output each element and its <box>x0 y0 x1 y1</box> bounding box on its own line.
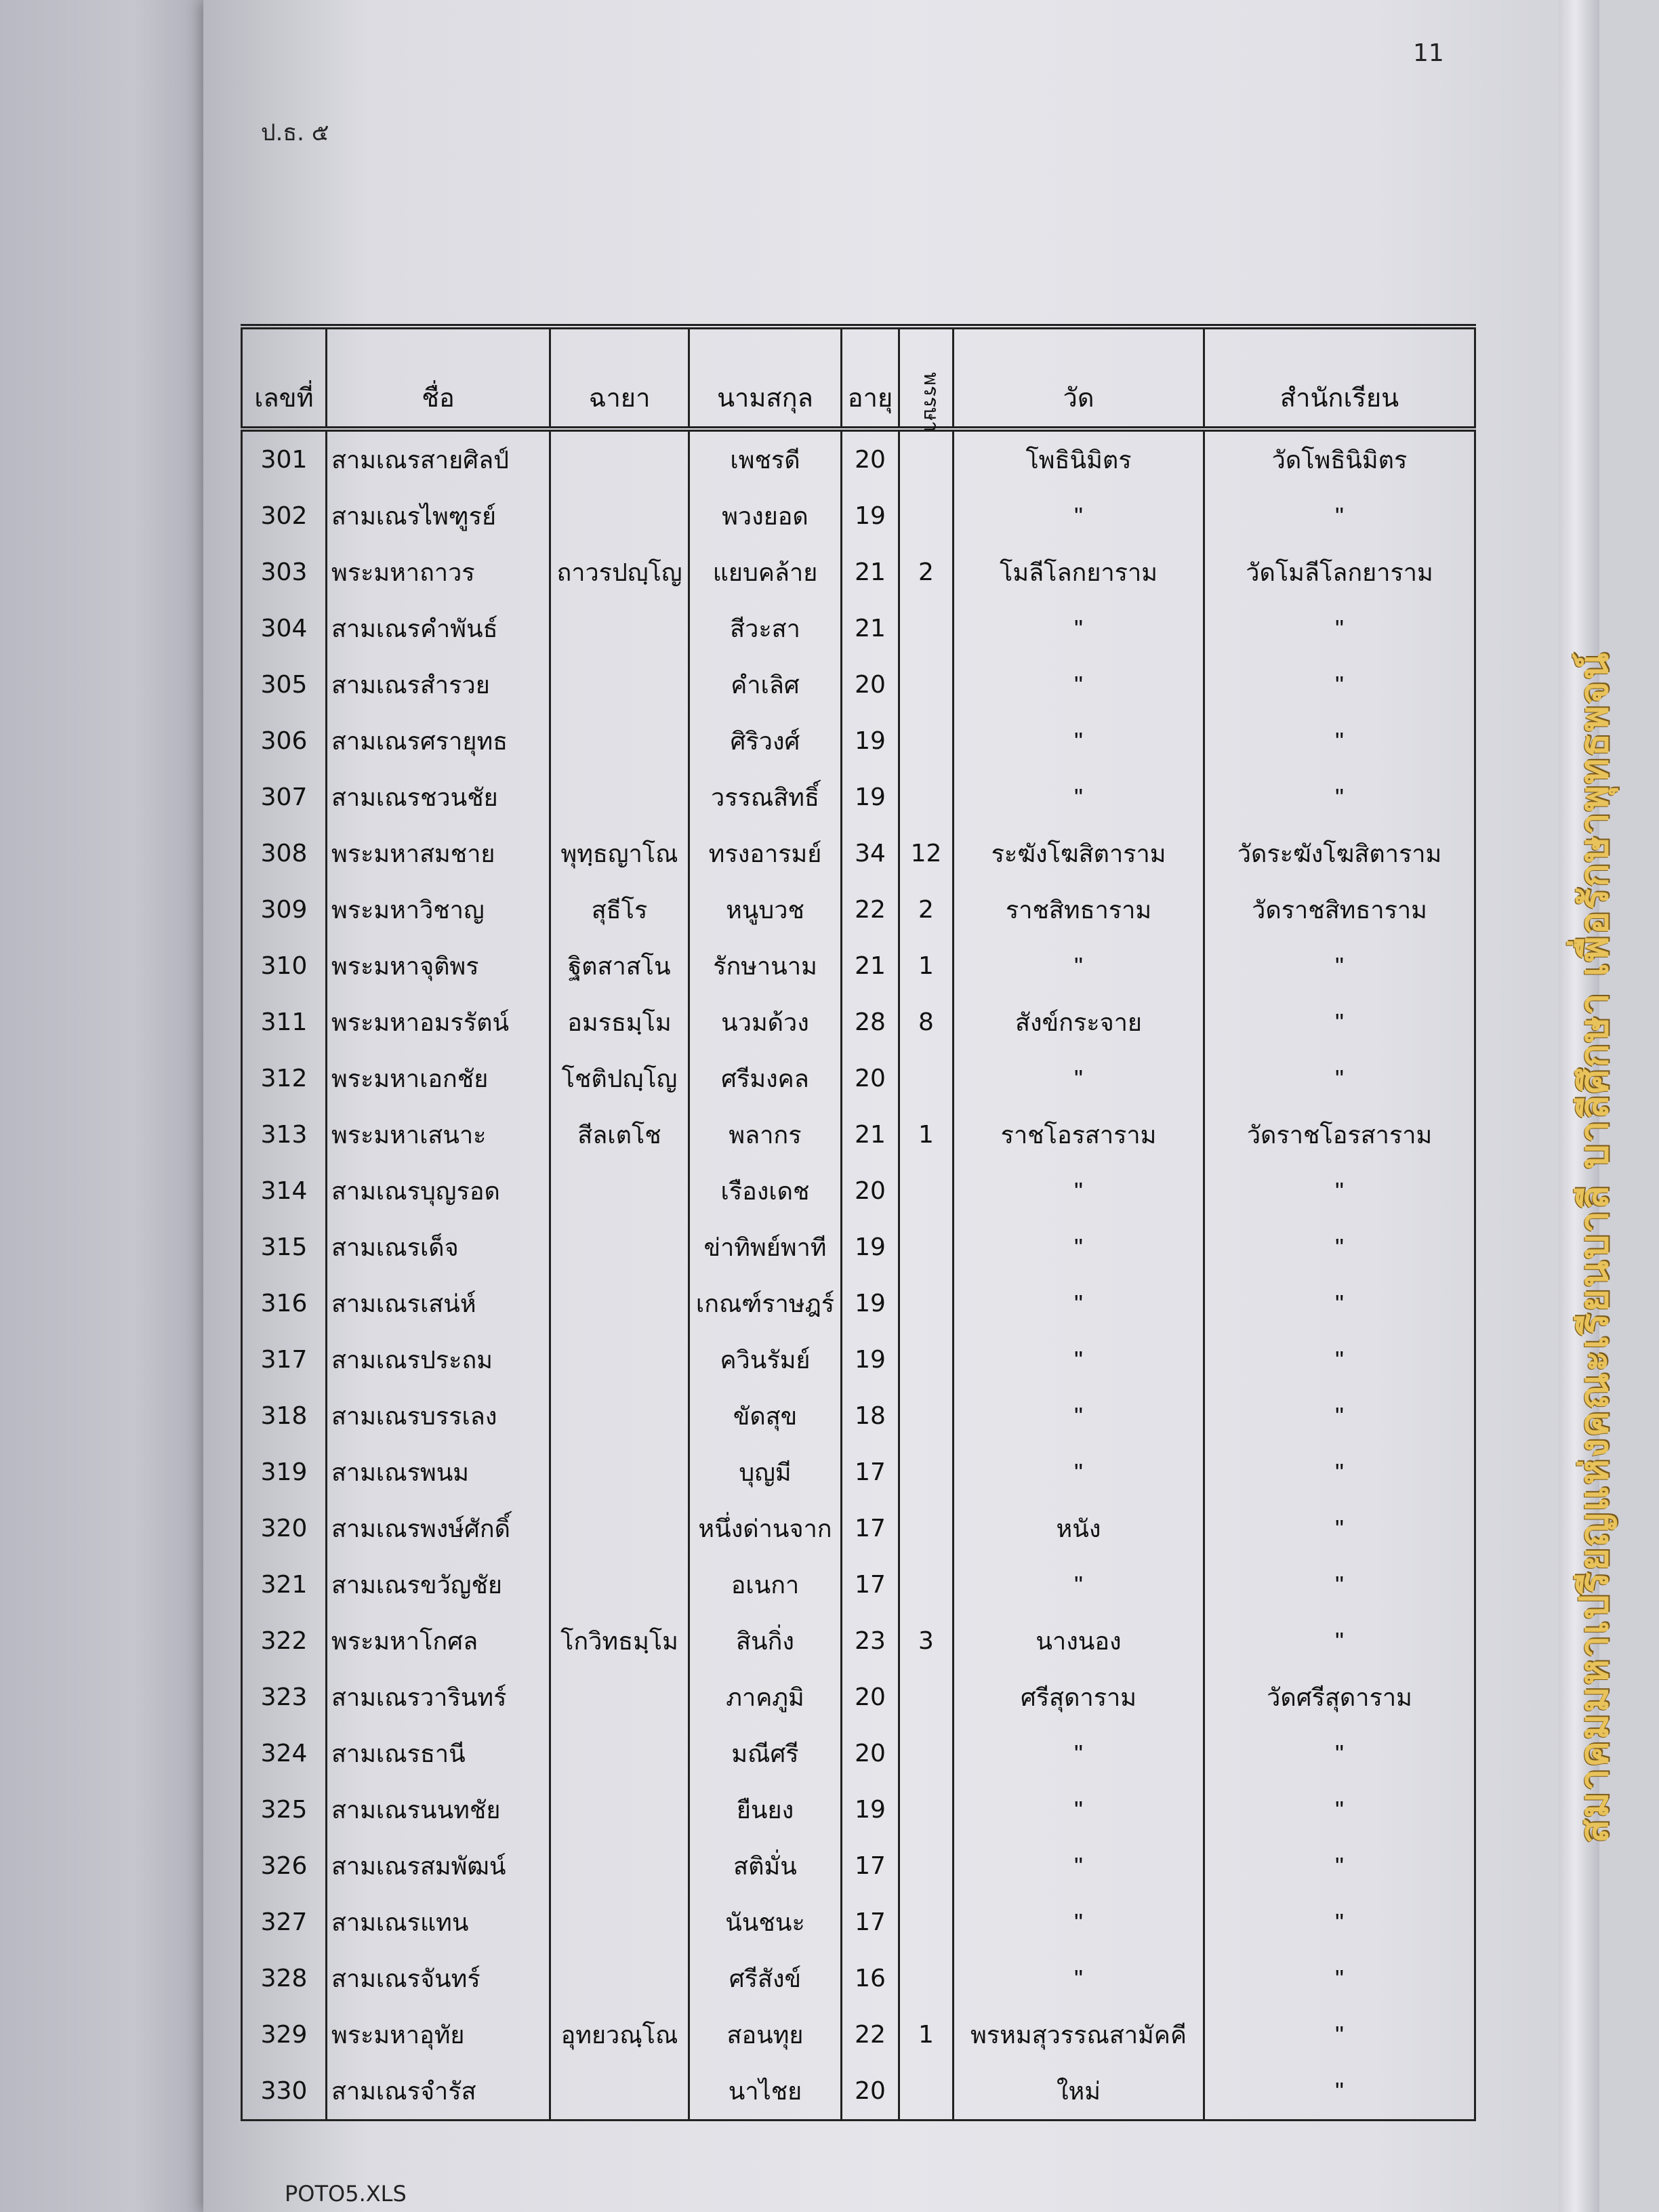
row-wat: " <box>954 657 1204 713</box>
row-name: สามเณรจันทร์ <box>327 1950 550 2007</box>
row-school: วัดราชโอรสาราม <box>1204 1107 1475 1163</box>
row-number: 323 <box>242 1669 327 1725</box>
row-age: 22 <box>842 882 899 938</box>
row-pansa: 1 <box>899 1107 954 1163</box>
row-wat: " <box>954 1444 1204 1500</box>
table-row <box>242 1275 1475 1332</box>
row-name: พระมหาจุติพร <box>327 938 550 994</box>
row-surname: ควินรัมย์ <box>689 1332 842 1388</box>
row-age: 17 <box>842 1838 899 1894</box>
row-wat: " <box>954 488 1204 544</box>
row-chaya: โชติปญฺโญ <box>550 1050 689 1107</box>
row-chaya <box>550 1500 689 1557</box>
row-school: " <box>1204 938 1475 994</box>
row-age: 28 <box>842 994 899 1050</box>
row-name: สามเณรธานี <box>327 1725 550 1782</box>
row-pansa <box>899 1050 954 1107</box>
row-wat: " <box>954 1894 1204 1950</box>
row-number: 306 <box>242 713 327 769</box>
row-surname: นันชนะ <box>689 1894 842 1950</box>
row-pansa <box>899 1388 954 1444</box>
table-row <box>242 1725 1475 1782</box>
row-wat: ราชโอรสาราม <box>954 1107 1204 1163</box>
row-name: สามเณรชวนชัย <box>327 769 550 825</box>
row-age: 19 <box>842 769 899 825</box>
row-age: 17 <box>842 1444 899 1500</box>
row-pansa <box>899 1219 954 1275</box>
row-wat: " <box>954 1050 1204 1107</box>
row-surname: หนึ่งด่านจาก <box>689 1500 842 1557</box>
row-chaya <box>550 429 689 488</box>
header-pansa-label: พรรษา <box>919 372 942 432</box>
table-row <box>242 544 1475 600</box>
row-surname: เกณฑ์ราษฎร์ <box>689 1275 842 1332</box>
row-surname: นวมด้วง <box>689 994 842 1050</box>
row-wat: " <box>954 600 1204 657</box>
row-surname: พลากร <box>689 1107 842 1163</box>
row-wat: " <box>954 1950 1204 2007</box>
row-surname: ข่าทิพย์พาที <box>689 1219 842 1275</box>
row-school: " <box>1204 1725 1475 1782</box>
row-name: สามเณรเด็จ <box>327 1219 550 1275</box>
row-number: 311 <box>242 994 327 1050</box>
row-school: วัดราชสิทธาราม <box>1204 882 1475 938</box>
row-chaya <box>550 1894 689 1950</box>
watermark-text: สมาคมมหาเปรียญแห่งคณะเรียนบาลี บาลีศึกษา เพื่อรักษาพุทธพจน์ <box>1571 651 1617 1843</box>
row-surname: ภาคภูมิ <box>689 1669 842 1725</box>
row-chaya <box>550 657 689 713</box>
row-wat: " <box>954 1163 1204 1219</box>
row-pansa <box>899 1669 954 1725</box>
row-age: 19 <box>842 1275 899 1332</box>
row-school: " <box>1204 1332 1475 1388</box>
row-chaya: พุทฺธญาโณ <box>550 825 689 882</box>
row-wat: ราชสิทธาราม <box>954 882 1204 938</box>
row-number: 319 <box>242 1444 327 1500</box>
row-number: 327 <box>242 1894 327 1950</box>
row-age: 17 <box>842 1500 899 1557</box>
row-pansa: 1 <box>899 2007 954 2063</box>
table-row <box>242 713 1475 769</box>
row-school: " <box>1204 1163 1475 1219</box>
row-number: 325 <box>242 1782 327 1838</box>
row-number: 302 <box>242 488 327 544</box>
table-row <box>242 825 1475 882</box>
header-age: อายุ <box>842 327 899 429</box>
row-pansa: 1 <box>899 938 954 994</box>
row-number: 321 <box>242 1557 327 1613</box>
row-age: 18 <box>842 1388 899 1444</box>
row-chaya <box>550 1838 689 1894</box>
row-pansa <box>899 713 954 769</box>
row-surname: รักษานาม <box>689 938 842 994</box>
row-name: พระมหาอุทัย <box>327 2007 550 2063</box>
header-name: ชื่อ <box>327 327 550 429</box>
footer-filename: POTO5.XLS <box>285 2181 407 2207</box>
row-surname: ขัดสุข <box>689 1388 842 1444</box>
row-school: " <box>1204 769 1475 825</box>
row-chaya <box>550 1669 689 1725</box>
row-pansa: 8 <box>899 994 954 1050</box>
row-pansa <box>899 2063 954 2121</box>
row-wat: " <box>954 1557 1204 1613</box>
row-wat: โมลีโลกยาราม <box>954 544 1204 600</box>
table-row <box>242 994 1475 1050</box>
row-surname: ยืนยง <box>689 1782 842 1838</box>
table-row <box>242 1500 1475 1557</box>
row-wat: สังข์กระจาย <box>954 994 1204 1050</box>
facing-page <box>0 0 224 2212</box>
row-school: " <box>1204 1838 1475 1894</box>
row-age: 20 <box>842 657 899 713</box>
row-name: สามเณรเสน่ห์ <box>327 1275 550 1332</box>
row-surname: ศรีมงคล <box>689 1050 842 1107</box>
monk-register-table <box>241 324 1476 2121</box>
row-school: " <box>1204 1613 1475 1669</box>
row-surname: บุญมี <box>689 1444 842 1500</box>
row-surname: พวงยอด <box>689 488 842 544</box>
header-pansa <box>899 327 954 432</box>
row-school: " <box>1204 2007 1475 2063</box>
row-school: " <box>1204 713 1475 769</box>
row-pansa: 2 <box>899 882 954 938</box>
row-age: 20 <box>842 429 899 488</box>
row-name: สามเณรสำรวย <box>327 657 550 713</box>
row-wat: " <box>954 1388 1204 1444</box>
row-wat: พรหมสุวรรณสามัคคี <box>954 2007 1204 2063</box>
row-surname: วรรณสิทธิ์ <box>689 769 842 825</box>
row-number: 322 <box>242 1613 327 1669</box>
row-surname: สติมั่น <box>689 1838 842 1894</box>
row-age: 21 <box>842 938 899 994</box>
row-chaya <box>550 1782 689 1838</box>
row-chaya: ถาวรปญฺโญ <box>550 544 689 600</box>
row-chaya: อุทยวณฺโณ <box>550 2007 689 2063</box>
row-age: 17 <box>842 1557 899 1613</box>
row-age: 19 <box>842 1219 899 1275</box>
row-school: " <box>1204 2063 1475 2121</box>
row-number: 301 <box>242 429 327 488</box>
row-chaya: อมรธมฺโม <box>550 994 689 1050</box>
row-age: 20 <box>842 1050 899 1107</box>
page-number: 11 <box>1413 39 1444 67</box>
row-chaya <box>550 1332 689 1388</box>
row-pansa <box>899 1782 954 1838</box>
row-pansa <box>899 1725 954 1782</box>
table-row <box>242 1388 1475 1444</box>
row-name: สามเณรนนทชัย <box>327 1782 550 1838</box>
row-name: สามเณรแทน <box>327 1894 550 1950</box>
table-row <box>242 1782 1475 1838</box>
row-chaya: สุธีโร <box>550 882 689 938</box>
row-name: พระมหาเอกชัย <box>327 1050 550 1107</box>
row-surname: สีวะสา <box>689 600 842 657</box>
row-name: สามเณรประถม <box>327 1332 550 1388</box>
row-age: 20 <box>842 2063 899 2121</box>
row-pansa <box>899 1275 954 1332</box>
header-wat: วัด <box>954 327 1204 429</box>
row-wat: " <box>954 1332 1204 1388</box>
row-age: 21 <box>842 544 899 600</box>
table-row <box>242 488 1475 544</box>
row-name: สามเณรพนม <box>327 1444 550 1500</box>
row-surname: หนูบวช <box>689 882 842 938</box>
table-row <box>242 1894 1475 1950</box>
table-row <box>242 1444 1475 1500</box>
row-name: สามเณรพงษ์ศักดิ์ <box>327 1500 550 1557</box>
table-row <box>242 1163 1475 1219</box>
row-surname: ทรงอารมย์ <box>689 825 842 882</box>
row-name: สามเณรวารินทร์ <box>327 1669 550 1725</box>
row-chaya <box>550 1444 689 1500</box>
table-row <box>242 2063 1475 2121</box>
table-body <box>242 429 1475 2121</box>
row-age: 34 <box>842 825 899 882</box>
row-surname: อเนกา <box>689 1557 842 1613</box>
row-pansa <box>899 1332 954 1388</box>
table-row <box>242 1613 1475 1669</box>
row-wat: " <box>954 769 1204 825</box>
row-school: " <box>1204 1894 1475 1950</box>
row-age: 20 <box>842 1725 899 1782</box>
row-school: " <box>1204 600 1475 657</box>
row-chaya: สีลเตโช <box>550 1107 689 1163</box>
table-row <box>242 1219 1475 1275</box>
row-age: 23 <box>842 1613 899 1669</box>
row-wat: ศรีสุดาราม <box>954 1669 1204 1725</box>
row-age: 19 <box>842 488 899 544</box>
row-name: พระมหาอมรรัตน์ <box>327 994 550 1050</box>
row-number: 314 <box>242 1163 327 1219</box>
table-row <box>242 1950 1475 2007</box>
row-pansa: 12 <box>899 825 954 882</box>
table-row <box>242 1557 1475 1613</box>
row-chaya <box>550 1275 689 1332</box>
row-wat: โพธินิมิตร <box>954 429 1204 488</box>
row-pansa <box>899 1950 954 2007</box>
row-pansa <box>899 600 954 657</box>
row-name: สามเณรสายศิลป์ <box>327 429 550 488</box>
row-school: วัดศรีสุดาราม <box>1204 1669 1475 1725</box>
row-wat: " <box>954 1219 1204 1275</box>
table-row <box>242 1050 1475 1107</box>
row-name: พระมหาวิชาญ <box>327 882 550 938</box>
row-number: 305 <box>242 657 327 713</box>
row-name: สามเณรขวัญชัย <box>327 1557 550 1613</box>
row-school: " <box>1204 1388 1475 1444</box>
table-row <box>242 1838 1475 1894</box>
row-age: 21 <box>842 1107 899 1163</box>
row-number: 310 <box>242 938 327 994</box>
row-surname: มณีศรี <box>689 1725 842 1782</box>
row-number: 312 <box>242 1050 327 1107</box>
row-school: " <box>1204 1444 1475 1500</box>
row-name: สามเณรบรรเลง <box>327 1388 550 1444</box>
row-age: 16 <box>842 1950 899 2007</box>
row-surname: คำเลิศ <box>689 657 842 713</box>
table-row <box>242 2007 1475 2063</box>
row-number: 313 <box>242 1107 327 1163</box>
row-number: 304 <box>242 600 327 657</box>
table-row <box>242 882 1475 938</box>
row-school: " <box>1204 1050 1475 1107</box>
row-name: สามเณรสมพัฒน์ <box>327 1838 550 1894</box>
row-pansa <box>899 488 954 544</box>
row-chaya: โกวิทธมฺโม <box>550 1613 689 1669</box>
row-number: 328 <box>242 1950 327 2007</box>
row-wat: ใหม่ <box>954 2063 1204 2121</box>
row-chaya <box>550 1557 689 1613</box>
row-surname: นาไชย <box>689 2063 842 2121</box>
row-name: พระมหาเสนาะ <box>327 1107 550 1163</box>
row-number: 317 <box>242 1332 327 1388</box>
row-chaya <box>550 1163 689 1219</box>
row-wat: " <box>954 1725 1204 1782</box>
row-name: พระมหาโกศล <box>327 1613 550 1669</box>
row-age: 19 <box>842 713 899 769</box>
row-number: 308 <box>242 825 327 882</box>
table-row <box>242 938 1475 994</box>
row-school: " <box>1204 1275 1475 1332</box>
row-wat: นางนอง <box>954 1613 1204 1669</box>
header-chaya: ฉายา <box>550 327 689 429</box>
row-number: 318 <box>242 1388 327 1444</box>
row-chaya <box>550 713 689 769</box>
row-number: 326 <box>242 1838 327 1894</box>
table-row <box>242 600 1475 657</box>
row-number: 329 <box>242 2007 327 2063</box>
row-wat: หนัง <box>954 1500 1204 1557</box>
row-pansa <box>899 1894 954 1950</box>
row-school: " <box>1204 1500 1475 1557</box>
row-school: วัดโมลีโลกยาราม <box>1204 544 1475 600</box>
form-code: ป.ธ. ๕ <box>261 119 329 146</box>
row-chaya <box>550 600 689 657</box>
row-school: วัดระฆังโฆสิตาราม <box>1204 825 1475 882</box>
row-chaya <box>550 2063 689 2121</box>
row-number: 303 <box>242 544 327 600</box>
row-pansa <box>899 429 954 488</box>
row-pansa <box>899 1163 954 1219</box>
row-surname: สินกิ่ง <box>689 1613 842 1669</box>
row-number: 324 <box>242 1725 327 1782</box>
row-school: " <box>1204 1219 1475 1275</box>
row-surname: เพชรดี <box>689 429 842 488</box>
row-surname: ศรีสังข์ <box>689 1950 842 2007</box>
row-wat: " <box>954 1838 1204 1894</box>
table-header-row <box>242 327 1475 429</box>
table-row <box>242 769 1475 825</box>
row-age: 22 <box>842 2007 899 2063</box>
table-row <box>242 1107 1475 1163</box>
row-age: 20 <box>842 1669 899 1725</box>
row-number: 315 <box>242 1219 327 1275</box>
header-number: เลขที่ <box>242 327 327 429</box>
row-chaya <box>550 769 689 825</box>
row-number: 316 <box>242 1275 327 1332</box>
row-chaya <box>550 1219 689 1275</box>
table-row <box>242 657 1475 713</box>
row-name: พระมหาถาวร <box>327 544 550 600</box>
row-pansa: 2 <box>899 544 954 600</box>
row-pansa <box>899 1444 954 1500</box>
row-chaya <box>550 1388 689 1444</box>
header-school: สำนักเรียน <box>1204 327 1475 429</box>
row-chaya <box>550 1725 689 1782</box>
row-number: 309 <box>242 882 327 938</box>
row-wat: " <box>954 1782 1204 1838</box>
row-school: " <box>1204 488 1475 544</box>
row-name: สามเณรคำพันธ์ <box>327 600 550 657</box>
row-name: สามเณรไพฑูรย์ <box>327 488 550 544</box>
row-age: 21 <box>842 600 899 657</box>
row-age: 17 <box>842 1894 899 1950</box>
table-row <box>242 429 1475 488</box>
row-name: สามเณรจำรัส <box>327 2063 550 2121</box>
row-pansa <box>899 1500 954 1557</box>
row-pansa <box>899 769 954 825</box>
row-surname: เรืองเดช <box>689 1163 842 1219</box>
row-wat: ระฆังโฆสิตาราม <box>954 825 1204 882</box>
table-row <box>242 1669 1475 1725</box>
row-age: 20 <box>842 1163 899 1219</box>
row-school: วัดโพธินิมิตร <box>1204 429 1475 488</box>
row-name: สามเณรบุญรอด <box>327 1163 550 1219</box>
row-school: " <box>1204 994 1475 1050</box>
row-name: สามเณรศรายุทธ <box>327 713 550 769</box>
row-school: " <box>1204 1950 1475 2007</box>
row-surname: สอนทุย <box>689 2007 842 2063</box>
row-wat: " <box>954 713 1204 769</box>
row-age: 19 <box>842 1332 899 1388</box>
row-chaya <box>550 488 689 544</box>
row-number: 307 <box>242 769 327 825</box>
row-wat: " <box>954 1275 1204 1332</box>
row-number: 330 <box>242 2063 327 2121</box>
row-age: 19 <box>842 1782 899 1838</box>
row-pansa <box>899 1838 954 1894</box>
row-pansa: 3 <box>899 1613 954 1669</box>
row-chaya: ฐิตสาสโน <box>550 938 689 994</box>
row-number: 320 <box>242 1500 327 1557</box>
row-pansa <box>899 1557 954 1613</box>
row-pansa <box>899 657 954 713</box>
row-school: " <box>1204 1782 1475 1838</box>
header-surname: นามสกุล <box>689 327 842 429</box>
row-chaya <box>550 1950 689 2007</box>
row-wat: " <box>954 938 1204 994</box>
row-surname: ศิริวงศ์ <box>689 713 842 769</box>
row-name: พระมหาสมชาย <box>327 825 550 882</box>
row-surname: แยบคล้าย <box>689 544 842 600</box>
row-school: " <box>1204 1557 1475 1613</box>
table-row <box>242 1332 1475 1388</box>
row-school: " <box>1204 657 1475 713</box>
